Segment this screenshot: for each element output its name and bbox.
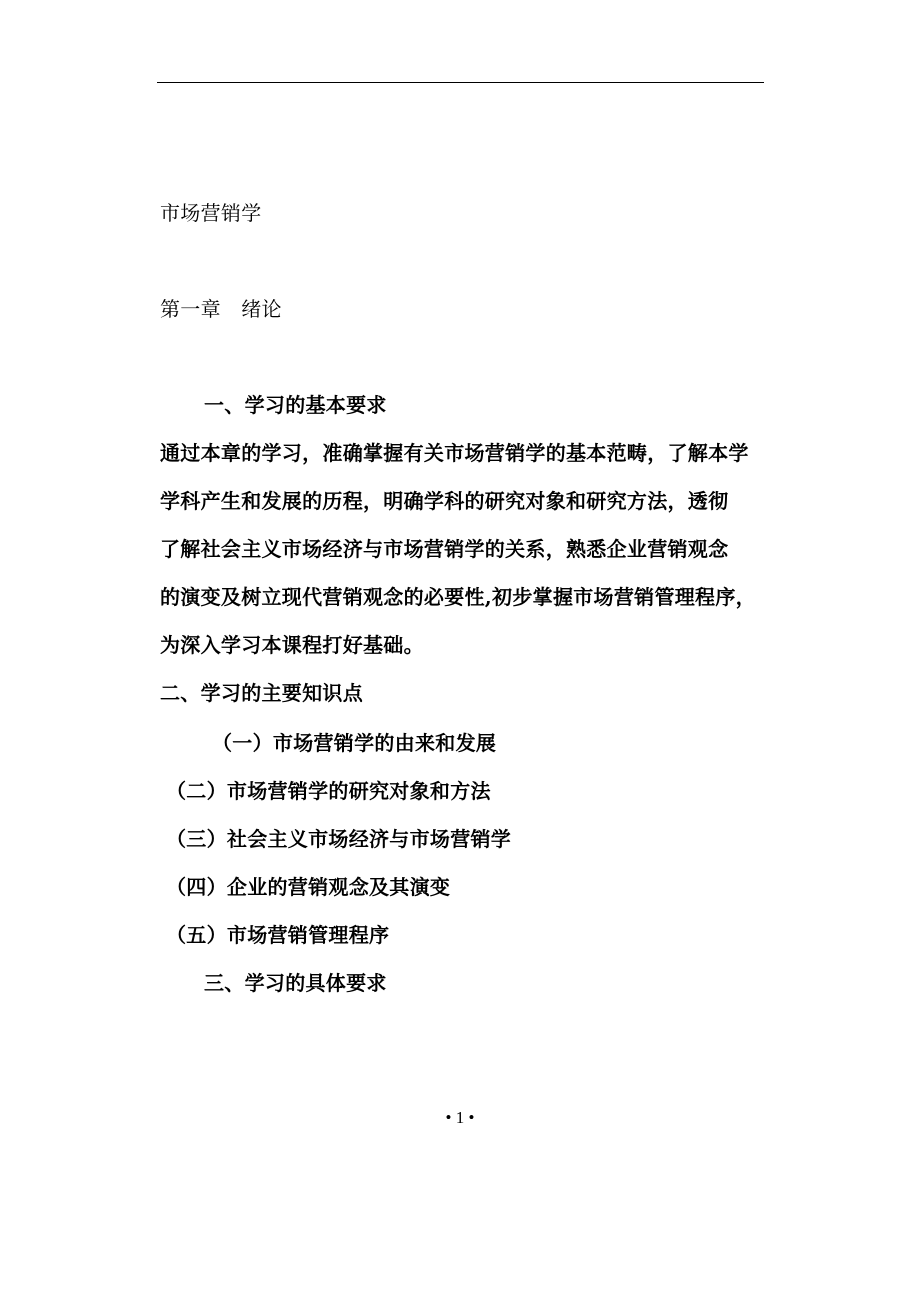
header-rule bbox=[157, 82, 764, 83]
paragraph-line: 为深入学习本课程打好基础。 bbox=[160, 633, 424, 657]
knowledge-point-item: （三）社会主义市场经济与市场营销学 bbox=[166, 827, 512, 851]
paragraph-line: 通过本章的学习，准确掌握有关市场营销学的基本范畴，了解本学 bbox=[160, 441, 749, 465]
section-heading-basic-requirements: 一、学习的基本要求 bbox=[204, 393, 387, 417]
section-heading-specific-requirements: 三、学习的具体要求 bbox=[204, 971, 387, 995]
paragraph-line: 了解社会主义市场经济与市场营销学的关系，熟悉企业营销观念 bbox=[160, 537, 729, 561]
chapter-heading: 第一章 绪论 bbox=[160, 297, 282, 321]
knowledge-point-item: （四）企业的营销观念及其演变 bbox=[166, 875, 451, 899]
paragraph-line: 学科产生和发展的历程，明确学科的研究对象和研究方法，透彻 bbox=[160, 489, 729, 513]
knowledge-point-item: （五）市场营销管理程序 bbox=[166, 923, 390, 947]
section-heading-key-points: 二、学习的主要知识点 bbox=[160, 681, 363, 705]
knowledge-point-item: （一）市场营销学的由来和发展 bbox=[212, 731, 497, 755]
knowledge-point-item: （二）市场营销学的研究对象和方法 bbox=[166, 779, 491, 803]
paragraph-line: 的演变及树立现代营销观念的必要性,初步掌握市场营销管理程序， bbox=[160, 585, 756, 609]
document-title: 市场营销学 bbox=[160, 201, 262, 225]
page-number: • 1 • bbox=[445, 1108, 475, 1127]
